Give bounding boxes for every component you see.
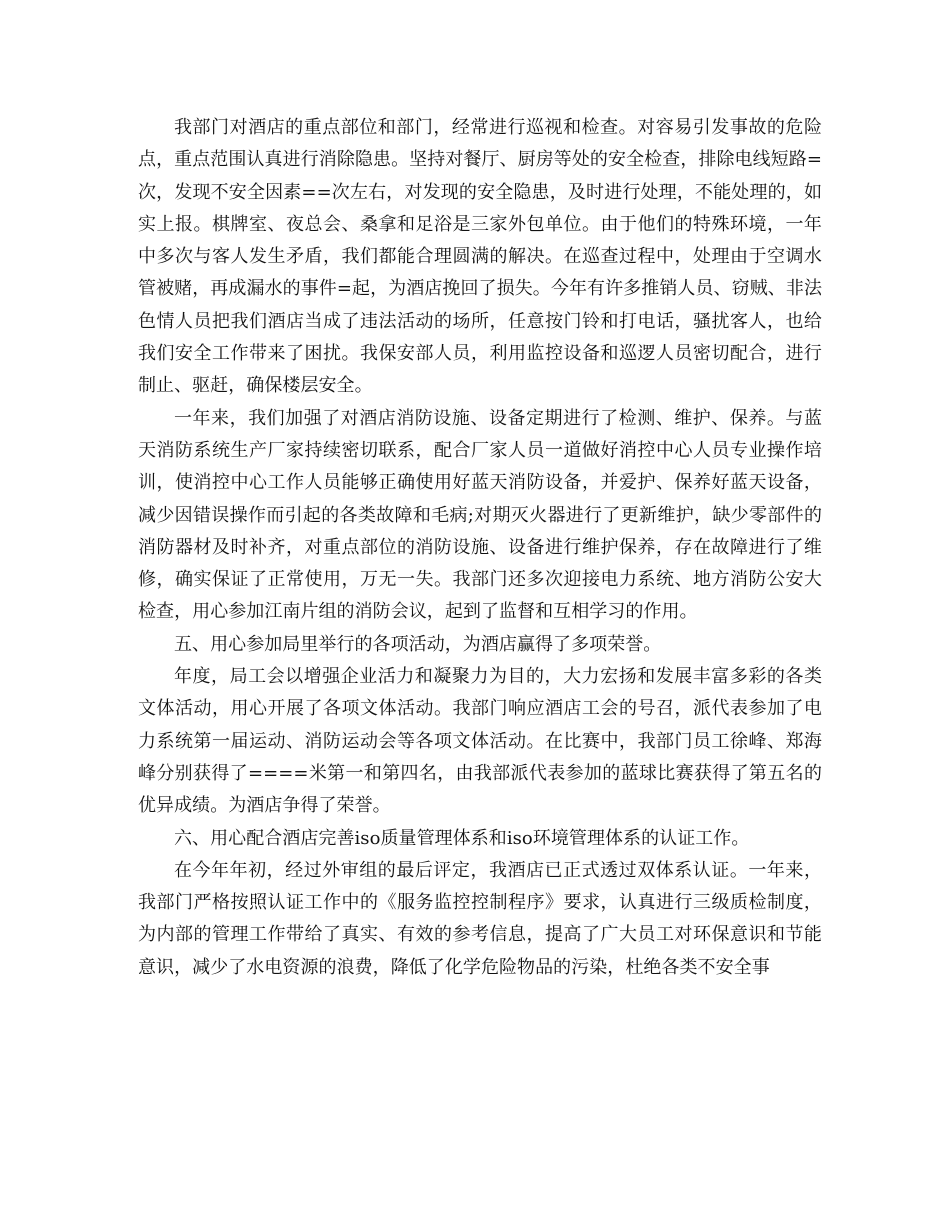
document-body [138, 112, 822, 984]
paragraph-fire-equipment: 一年来，我们加强了对酒店消防设施、设备定期进行了检测、维护、保养。与蓝天消防系统生产厂家持续密切联系，配合厂家人员一道做好消控中心人员专业操作培训，使消控中心工作人员能够正确使用好蓝天消防设备，并爱护、保养好蓝天设备，减少因错误操作而引起的各类故障和毛病;对期灭火器进行了更新维护，缺少零部件的消防器材及时补齐，对重点部位的消防设施、设备进行维护保养，存在故障进行了维修，确实保证了正常使用，万无一失。我部门还多次迎接电力系统、地方消防公安大检查，用心参加江南片组的消防会议，起到了监督和互相学习的作用。 [138, 407, 822, 623]
paragraph-activities: 年度，局工会以增强企业活力和凝聚力为目的，大力宏扬和发展丰富多彩的各类文体活动，用心开展了各项文体活动。我部门响应酒店工会的号召，派代表参加了电力系统第一届运动、消防运动会等各项文体活动。在比赛中，我部门员工徐峰、郑海峰分别获得了====米第一和第四名，由我部派代表参加的蓝球比赛获得了第五名的优异成绩。为酒店争得了荣誉。 [138, 666, 822, 817]
paragraph-certification: 在今年年初，经过外审组的最后评定，我酒店已正式透过双体系认证。一年来，我部门严格按照认证工作中的《服务监控控制程序》要求，认真进行三级质检制度，为内部的管理工作带给了真实、有效的参考信息，提高了广大员工对环保意识和节能意识，减少了水电资源的浪费，降低了化学危险物品的污染，杜绝各类不安全事 [138, 859, 822, 978]
section-heading-five: 五、用心参加局里举行的各项活动，为酒店赢得了多项荣誉。 [174, 633, 662, 655]
paragraph-patrol-inspection: 我部门对酒店的重点部位和部门，经常进行巡视和检查。对容易引发事故的危险点，重点范围认真进行消除隐患。坚持对餐厅、厨房等处的安全检查，排除电线短路=次，发现不安全因素==次左右，对发现的安全隐患，及时进行处理，不能处理的，如实上报。棋牌室、夜总会、桑拿和足浴是三家外包单位。由于他们的特殊环境，一年中多次与客人发生矛盾，我们都能合理圆满的解决。在巡查过程中，处理由于空调水管被赌，再成漏水的事件=起，为酒店挽回了损失。今年有许多推销人员、窃贼、非法色情人员把我们酒店当成了违法活动的场所，任意按门铃和打电话，骚扰客人，也给我们安全工作带来了困扰。我保安部人员，利用监控设备和巡逻人员密切配合，进行制止、驱赶，确保楼层安全。 [138, 117, 822, 397]
section-heading-six: 六、用心配合酒店完善iso质量管理体系和iso环境管理体系的认证工作。 [174, 827, 750, 849]
